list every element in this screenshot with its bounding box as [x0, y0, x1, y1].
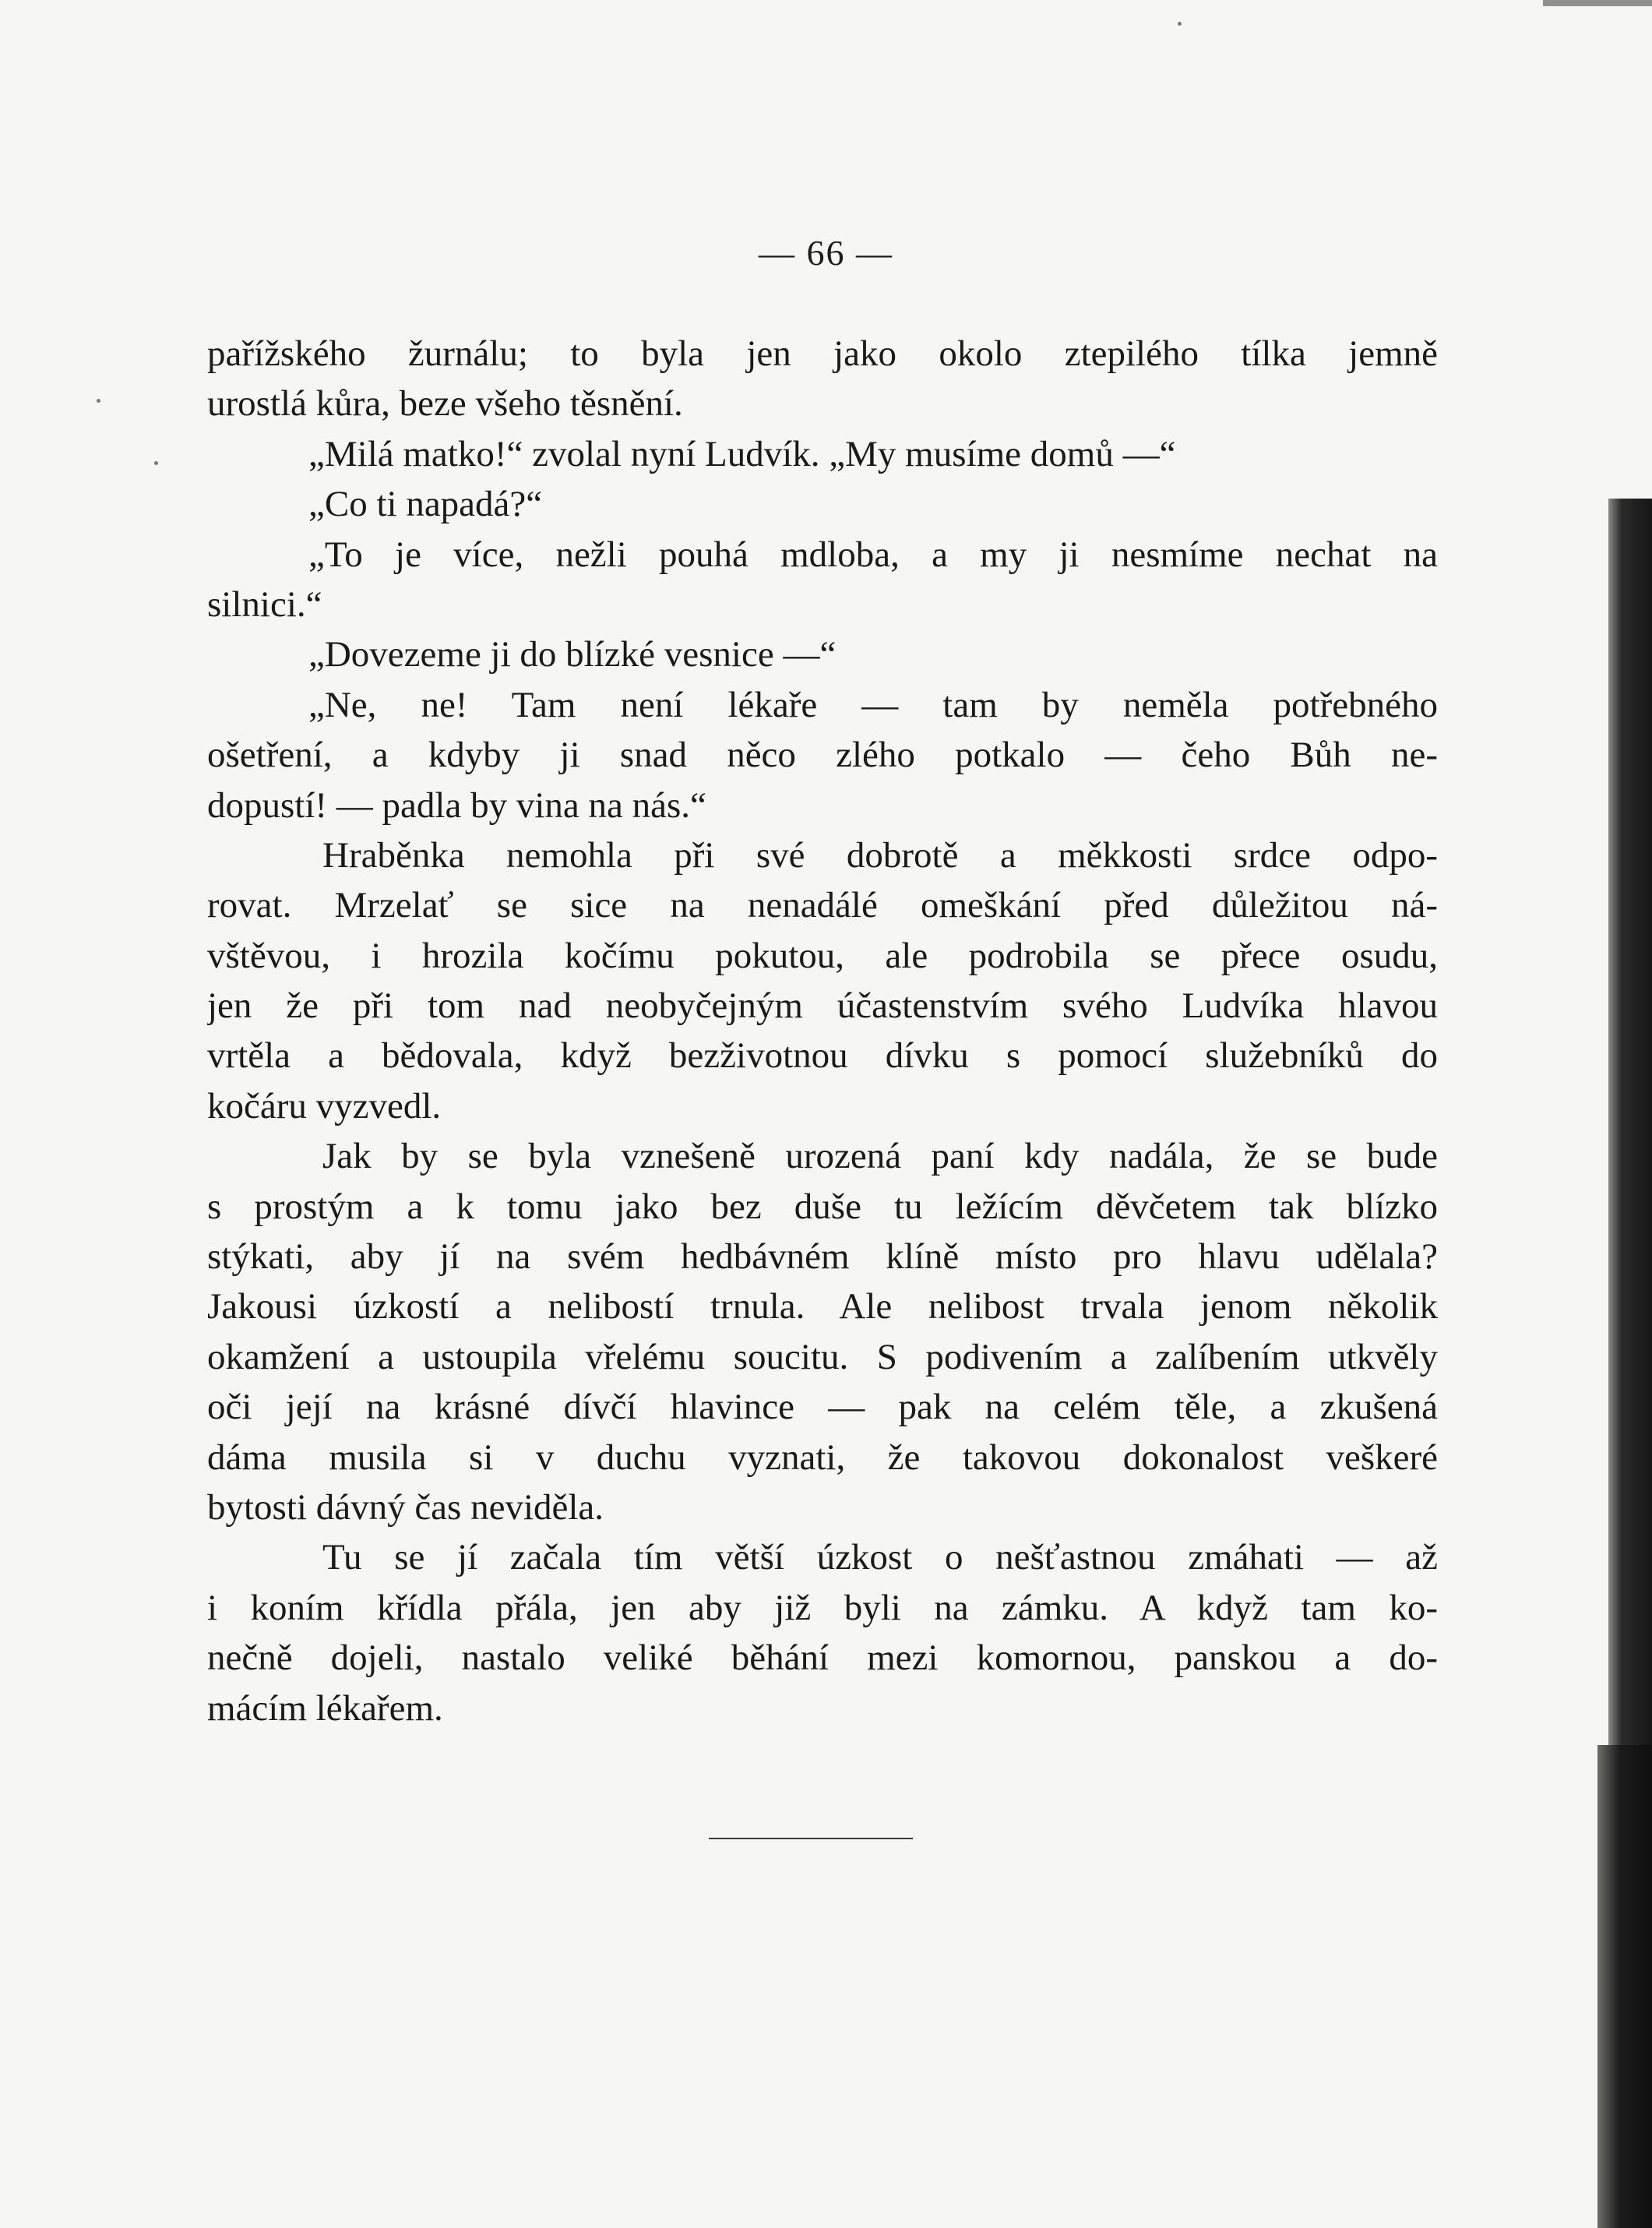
text-line: „To je více, nežli pouhá mdloba, a my ji nesmíme nechat na: [308, 534, 1438, 575]
text-line: silnici.“: [207, 583, 322, 625]
page-number: — 66 —: [759, 233, 893, 273]
text-line: bytosti dávný čas neviděla.: [207, 1486, 604, 1528]
text-line: Hraběnka nemohla při své dobrotě a měkkosti srdce odpo-: [322, 834, 1438, 876]
text-line: „Co ti napadá?“: [308, 484, 543, 525]
text-line: Jakousi úzkostí a nelibostí trnula. Ale nelibost trvala jenom několik: [207, 1286, 1438, 1327]
text-line: pařížského žurnálu; to byla jen jako okolo ztepilého tílka jemně: [207, 333, 1438, 374]
scan-speck: [1178, 22, 1182, 26]
text-line: vrtěla a bědovala, když bezživotnou dívku s pomocí služebníků do: [207, 1035, 1438, 1077]
text-line: jen že při tom nad neobyčejným účastenstvím svého Ludvíka hlavou: [207, 985, 1438, 1027]
text-line: kočáru vyzvedl.: [207, 1085, 442, 1126]
chapter-end-rule: [709, 1838, 913, 1839]
text-line: i koním křídla přála, jen aby již byli na zámku. A když tam ko-: [207, 1587, 1438, 1628]
text-line: rovat. Mrzelať se sice na nenadálé omeškání před důležitou ná-: [207, 885, 1438, 926]
text-line: dáma musila si v duchu vyznati, že takovou dokonalost veškeré: [207, 1437, 1438, 1478]
text-line: s prostým a k tomu jako bez duše tu ležícím děvčetem tak blízko: [207, 1186, 1438, 1227]
text-line: Tu se jí začala tím větší úzkost o nešťastnou zmáhati — až: [322, 1537, 1438, 1578]
text-line: urostlá kůra, beze všeho těsnění.: [207, 383, 683, 425]
body-text: [207, 329, 1438, 1733]
scan-edge-top: [1543, 0, 1652, 6]
text-line: dopustí! — padla by vina na nás.“: [207, 784, 706, 826]
text-line: „Ne, ne! Tam není lékaře — tam by neměla potřebného: [308, 684, 1438, 725]
text-line: nečně dojeli, nastalo veliké běhání mezi komornou, panskou a do-: [207, 1638, 1438, 1679]
scan-speck: [154, 461, 158, 465]
text-line: stýkati, aby jí na svém hedbávném klíně místo pro hlavu udělala?: [207, 1236, 1438, 1278]
text-line: ošetření, a kdyby ji snad něco zlého potkalo — čeho Bůh ne-: [207, 735, 1438, 776]
text-line: Jak by se byla vznešeně urozená paní kdy nadála, že se bude: [322, 1136, 1438, 1177]
scan-edge-right-lower: [1597, 1745, 1652, 2228]
text-line: „Dovezeme ji do blízké vesnice —“: [308, 634, 837, 675]
scan-speck: [97, 399, 100, 403]
text-line: oči její na krásné dívčí hlavince — pak na celém těle, a zkušená: [207, 1387, 1438, 1428]
text-line: vštěvou, i hrozila kočímu pokutou, ale podrobila se přece osudu,: [207, 935, 1438, 976]
text-line: okamžení a ustoupila vřelému soucitu. S podivením a zalíbením utkvěly: [207, 1336, 1438, 1377]
text-line: „Milá matko!“ zvolal nyní Ludvík. „My musíme domů —“: [308, 433, 1176, 474]
text-line: mácím lékařem.: [207, 1687, 443, 1729]
